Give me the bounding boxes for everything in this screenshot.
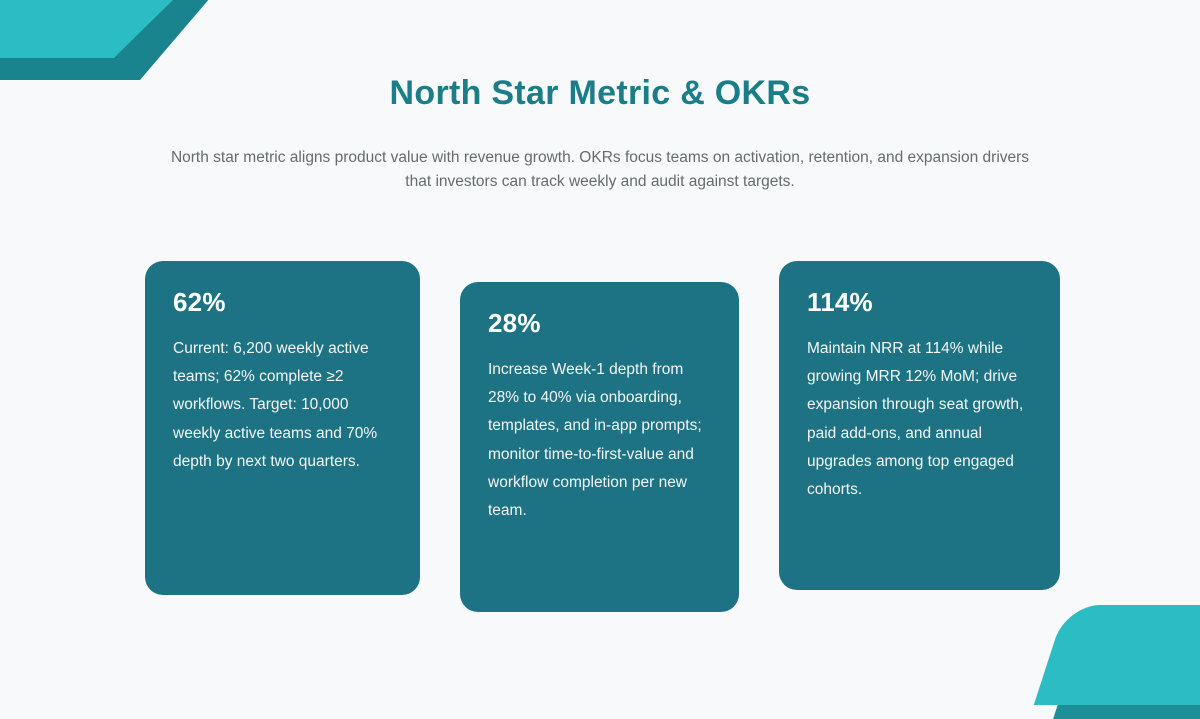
metric-card-value: 28% [488,308,541,338]
bottom-right-dark-shape [1053,615,1200,719]
metric-card-text: Current: 6,200 weekly active teams; 62% complete ≥2 workflows. Target: 10,000 weekly active teams and 70% depth by next two quarters. [173,340,378,470]
metric-card-value: 114% [807,287,873,317]
metric-card [779,261,1060,590]
metric-card-value: 62% [173,287,226,317]
metric-card-text: Increase Week-1 depth from 28% to 40% via onboarding, templates, and in-app prompts; monitor time-to-first-value and workflow completion per new team. [488,361,702,520]
metric-card-text: Maintain NRR at 114% while growing MRR 12% MoM; drive expansion through seat growth, paid add-ons, and annual upgrades among top engaged cohorts. [807,340,1024,499]
page-title: North Star Metric & OKRs [389,74,811,112]
page-subtitle: North star metric aligns product value with revenue growth. OKRs focus teams on activation, retention, and expansion drivers that investors can track weekly and audit against targets. [170,149,1030,191]
metric-card [145,261,420,595]
top-left-dark-shape [0,0,210,80]
metric-card [460,282,739,612]
top-left-light-shape [0,0,175,58]
bottom-right-light-shape [1034,605,1200,705]
